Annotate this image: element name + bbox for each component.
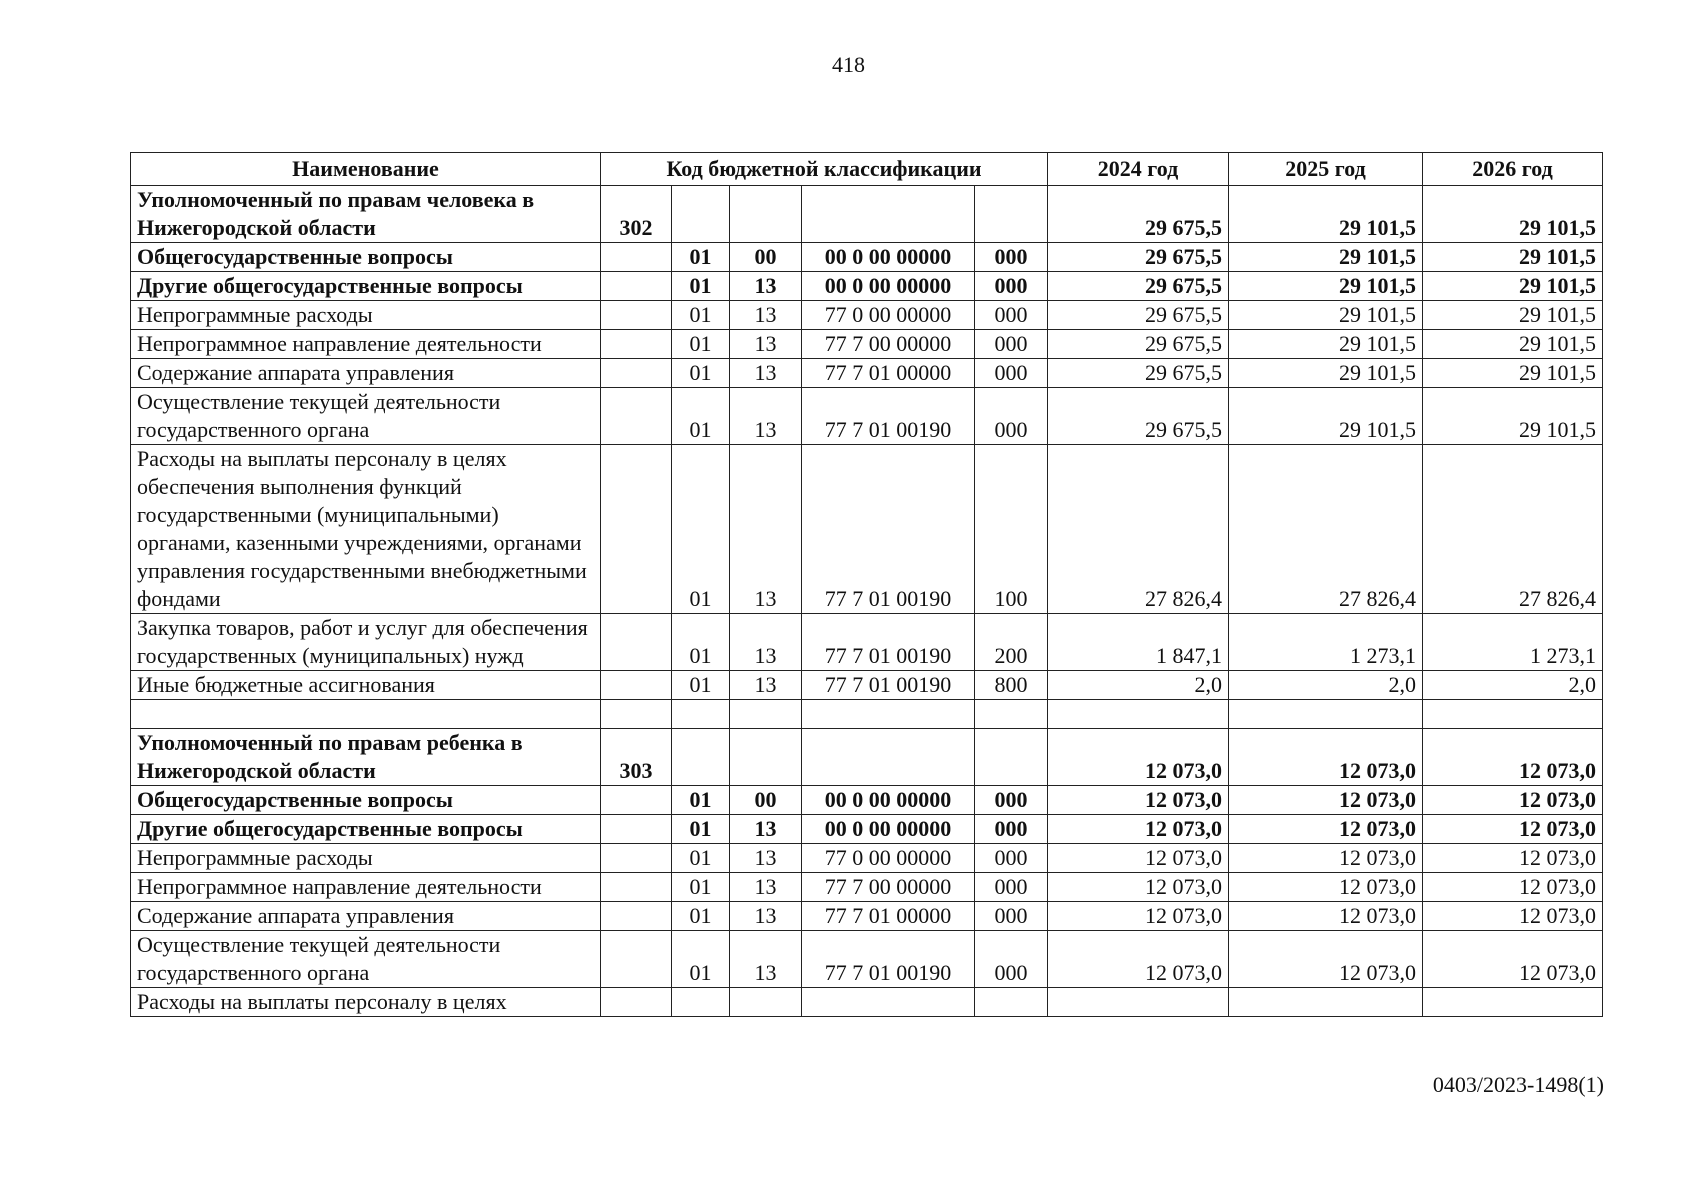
cell-target-article: 00 0 00 00000: [802, 786, 975, 815]
cell-amount-2024: 12 073,0: [1048, 902, 1229, 931]
table-row: [131, 786, 1603, 815]
cell-subsection: 13: [730, 671, 802, 700]
table-row: [131, 330, 1603, 359]
cell-admin-code: [601, 614, 672, 671]
cell-section: [672, 186, 730, 243]
cell-name: Содержание аппарата управления: [131, 359, 601, 388]
cell-name: Общегосударственные вопросы: [131, 243, 601, 272]
cell-amount-2026: 12 073,0: [1423, 729, 1603, 786]
cell-name: Уполномоченный по правам ребенка в Нижегородской области: [131, 729, 601, 786]
cell-admin-code: [601, 786, 672, 815]
cell-target-article: 77 7 01 00000: [802, 902, 975, 931]
cell-amount-2026: 29 101,5: [1423, 330, 1603, 359]
cell-amount-2026: 12 073,0: [1423, 931, 1603, 988]
table-row: [131, 902, 1603, 931]
cell-name: Непрограммные расходы: [131, 844, 601, 873]
cell-admin-code: [601, 873, 672, 902]
cell-subsection: 00: [730, 786, 802, 815]
cell-amount-2025: 12 073,0: [1229, 815, 1423, 844]
cell-target-article: 00 0 00 00000: [802, 815, 975, 844]
cell-subsection: 13: [730, 902, 802, 931]
cell-name: Непрограммные расходы: [131, 301, 601, 330]
cell-amount-2026: 12 073,0: [1423, 873, 1603, 902]
cell-name: Уполномоченный по правам человека в Нижегородской области: [131, 186, 601, 243]
cell-admin-code: [601, 330, 672, 359]
cell-target-article: [802, 988, 975, 1017]
cell-expense-type: 000: [975, 815, 1048, 844]
cell-amount-2025: 29 101,5: [1229, 388, 1423, 445]
cell-admin-code: [601, 272, 672, 301]
cell-amount-2025: 12 073,0: [1229, 844, 1423, 873]
cell-amount-2024: 2,0: [1048, 671, 1229, 700]
table-body: [131, 186, 1603, 1017]
table-header-row: [131, 153, 1603, 186]
cell-amount-2025: 29 101,5: [1229, 359, 1423, 388]
cell-subsection: [730, 700, 802, 729]
cell-amount-2026: 2,0: [1423, 671, 1603, 700]
cell-amount-2025: 12 073,0: [1229, 873, 1423, 902]
cell-amount-2024: 29 675,5: [1048, 243, 1229, 272]
cell-section: 01: [672, 330, 730, 359]
cell-subsection: 13: [730, 330, 802, 359]
cell-amount-2025: 2,0: [1229, 671, 1423, 700]
cell-amount-2024: 29 675,5: [1048, 272, 1229, 301]
cell-expense-type: 800: [975, 671, 1048, 700]
cell-target-article: 00 0 00 00000: [802, 272, 975, 301]
cell-amount-2024: 1 847,1: [1048, 614, 1229, 671]
table-row: [131, 729, 1603, 786]
table-row: [131, 815, 1603, 844]
cell-amount-2026: 27 826,4: [1423, 445, 1603, 614]
cell-admin-code: [601, 844, 672, 873]
cell-target-article: 77 7 01 00190: [802, 614, 975, 671]
header-2026: 2026 год: [1423, 153, 1603, 186]
cell-admin-code: [601, 301, 672, 330]
cell-amount-2025: 29 101,5: [1229, 243, 1423, 272]
cell-name: [131, 700, 601, 729]
cell-subsection: [730, 988, 802, 1017]
cell-section: 01: [672, 671, 730, 700]
cell-name: Расходы на выплаты персоналу в целях: [131, 988, 601, 1017]
cell-section: 01: [672, 359, 730, 388]
cell-target-article: [802, 186, 975, 243]
cell-amount-2024: 12 073,0: [1048, 729, 1229, 786]
cell-expense-type: 200: [975, 614, 1048, 671]
cell-section: 01: [672, 815, 730, 844]
cell-amount-2025: 12 073,0: [1229, 902, 1423, 931]
cell-target-article: 77 0 00 00000: [802, 301, 975, 330]
cell-subsection: 13: [730, 815, 802, 844]
cell-target-article: [802, 729, 975, 786]
table-row: [131, 301, 1603, 330]
cell-expense-type: 000: [975, 786, 1048, 815]
cell-expense-type: [975, 700, 1048, 729]
cell-expense-type: 100: [975, 445, 1048, 614]
cell-admin-code: [601, 671, 672, 700]
cell-target-article: 77 7 01 00190: [802, 931, 975, 988]
cell-section: [672, 729, 730, 786]
cell-expense-type: 000: [975, 873, 1048, 902]
cell-target-article: 77 7 01 00190: [802, 445, 975, 614]
cell-subsection: 13: [730, 614, 802, 671]
cell-amount-2026: 1 273,1: [1423, 614, 1603, 671]
cell-section: 01: [672, 931, 730, 988]
cell-section: [672, 988, 730, 1017]
cell-admin-code: [601, 988, 672, 1017]
cell-expense-type: 000: [975, 388, 1048, 445]
table-spacer-row: [131, 700, 1603, 729]
document-code: 0403/2023-1498(1): [1432, 1072, 1604, 1097]
cell-target-article: 77 7 00 00000: [802, 330, 975, 359]
cell-amount-2026: 29 101,5: [1423, 359, 1603, 388]
cell-admin-code: [601, 445, 672, 614]
cell-subsection: [730, 186, 802, 243]
cell-amount-2025: 29 101,5: [1229, 186, 1423, 243]
cell-name: Другие общегосударственные вопросы: [131, 272, 601, 301]
cell-amount-2026: 29 101,5: [1423, 301, 1603, 330]
cell-name: Закупка товаров, работ и услуг для обеспечения государственных (муниципальных) нужд: [131, 614, 601, 671]
cell-section: 01: [672, 301, 730, 330]
cell-target-article: 77 7 01 00190: [802, 671, 975, 700]
cell-amount-2024: 29 675,5: [1048, 359, 1229, 388]
table-row: [131, 844, 1603, 873]
cell-subsection: 13: [730, 359, 802, 388]
cell-amount-2025: 12 073,0: [1229, 729, 1423, 786]
cell-name: Расходы на выплаты персоналу в целях обеспечения выполнения функций государственными (муниципальными) органами, казенными учреждениями, органами управления государственными внебюджетными фондами: [131, 445, 601, 614]
cell-target-article: 77 7 01 00000: [802, 359, 975, 388]
cell-amount-2024: [1048, 700, 1229, 729]
cell-amount-2025: 1 273,1: [1229, 614, 1423, 671]
cell-name: Другие общегосударственные вопросы: [131, 815, 601, 844]
cell-expense-type: 000: [975, 272, 1048, 301]
cell-section: 01: [672, 873, 730, 902]
cell-admin-code: [601, 931, 672, 988]
cell-target-article: 77 0 00 00000: [802, 844, 975, 873]
cell-amount-2026: 12 073,0: [1423, 902, 1603, 931]
cell-admin-code: [601, 388, 672, 445]
cell-admin-code: [601, 700, 672, 729]
cell-admin-code: 302: [601, 186, 672, 243]
table-row: [131, 388, 1603, 445]
cell-expense-type: 000: [975, 844, 1048, 873]
cell-section: 01: [672, 388, 730, 445]
cell-expense-type: 000: [975, 330, 1048, 359]
table-row: [131, 272, 1603, 301]
cell-subsection: 13: [730, 272, 802, 301]
cell-amount-2024: 29 675,5: [1048, 301, 1229, 330]
cell-amount-2024: 12 073,0: [1048, 815, 1229, 844]
cell-name: Осуществление текущей деятельности государственного органа: [131, 931, 601, 988]
cell-expense-type: 000: [975, 902, 1048, 931]
cell-amount-2024: 12 073,0: [1048, 844, 1229, 873]
cell-section: 01: [672, 272, 730, 301]
cell-amount-2025: [1229, 988, 1423, 1017]
cell-amount-2025: [1229, 700, 1423, 729]
cell-section: 01: [672, 614, 730, 671]
cell-expense-type: 000: [975, 359, 1048, 388]
cell-amount-2025: 12 073,0: [1229, 786, 1423, 815]
cell-target-article: [802, 700, 975, 729]
cell-expense-type: 000: [975, 301, 1048, 330]
table-row: [131, 186, 1603, 243]
cell-amount-2025: 29 101,5: [1229, 272, 1423, 301]
cell-amount-2026: 12 073,0: [1423, 844, 1603, 873]
cell-expense-type: [975, 988, 1048, 1017]
cell-admin-code: [601, 243, 672, 272]
cell-name: Непрограммное направление деятельности: [131, 330, 601, 359]
cell-amount-2024: 29 675,5: [1048, 388, 1229, 445]
cell-amount-2024: 29 675,5: [1048, 330, 1229, 359]
cell-target-article: 77 7 01 00190: [802, 388, 975, 445]
cell-expense-type: [975, 729, 1048, 786]
table-row: [131, 931, 1603, 988]
table-row: [131, 873, 1603, 902]
table-row: [131, 671, 1603, 700]
header-2024: 2024 год: [1048, 153, 1229, 186]
cell-amount-2026: 12 073,0: [1423, 815, 1603, 844]
cell-subsection: 13: [730, 873, 802, 902]
table-row: [131, 359, 1603, 388]
cell-amount-2026: [1423, 988, 1603, 1017]
cell-admin-code: [601, 815, 672, 844]
cell-name: Непрограммное направление деятельности: [131, 873, 601, 902]
cell-target-article: 77 7 00 00000: [802, 873, 975, 902]
cell-section: 01: [672, 445, 730, 614]
cell-admin-code: [601, 359, 672, 388]
cell-subsection: 13: [730, 931, 802, 988]
cell-subsection: 13: [730, 301, 802, 330]
cell-amount-2025: 12 073,0: [1229, 931, 1423, 988]
cell-section: 01: [672, 243, 730, 272]
cell-amount-2024: [1048, 988, 1229, 1017]
header-code: Код бюджетной классификации: [601, 153, 1048, 186]
cell-amount-2024: 29 675,5: [1048, 186, 1229, 243]
cell-amount-2026: 29 101,5: [1423, 186, 1603, 243]
cell-amount-2026: 29 101,5: [1423, 272, 1603, 301]
table-row: [131, 445, 1603, 614]
cell-amount-2025: 27 826,4: [1229, 445, 1423, 614]
cell-admin-code: 303: [601, 729, 672, 786]
cell-section: 01: [672, 786, 730, 815]
cell-subsection: 00: [730, 243, 802, 272]
table-row: [131, 988, 1603, 1017]
cell-section: [672, 700, 730, 729]
cell-subsection: 13: [730, 388, 802, 445]
cell-amount-2024: 12 073,0: [1048, 931, 1229, 988]
table-row: [131, 614, 1603, 671]
budget-table: [130, 152, 1603, 1017]
cell-expense-type: [975, 186, 1048, 243]
table-row: [131, 243, 1603, 272]
cell-subsection: [730, 729, 802, 786]
cell-amount-2024: 27 826,4: [1048, 445, 1229, 614]
cell-amount-2026: [1423, 700, 1603, 729]
cell-subsection: 13: [730, 844, 802, 873]
cell-name: Содержание аппарата управления: [131, 902, 601, 931]
header-name: Наименование: [131, 153, 601, 186]
cell-admin-code: [601, 902, 672, 931]
cell-amount-2024: 12 073,0: [1048, 873, 1229, 902]
page-number: 418: [832, 52, 865, 77]
cell-expense-type: 000: [975, 931, 1048, 988]
cell-amount-2026: 29 101,5: [1423, 388, 1603, 445]
cell-section: 01: [672, 902, 730, 931]
cell-name: Осуществление текущей деятельности государственного органа: [131, 388, 601, 445]
cell-name: Иные бюджетные ассигнования: [131, 671, 601, 700]
cell-section: 01: [672, 844, 730, 873]
cell-amount-2024: 12 073,0: [1048, 786, 1229, 815]
cell-subsection: 13: [730, 445, 802, 614]
cell-amount-2026: 29 101,5: [1423, 243, 1603, 272]
cell-amount-2025: 29 101,5: [1229, 330, 1423, 359]
header-2025: 2025 год: [1229, 153, 1423, 186]
cell-amount-2026: 12 073,0: [1423, 786, 1603, 815]
cell-amount-2025: 29 101,5: [1229, 301, 1423, 330]
cell-target-article: 00 0 00 00000: [802, 243, 975, 272]
cell-name: Общегосударственные вопросы: [131, 786, 601, 815]
cell-expense-type: 000: [975, 243, 1048, 272]
